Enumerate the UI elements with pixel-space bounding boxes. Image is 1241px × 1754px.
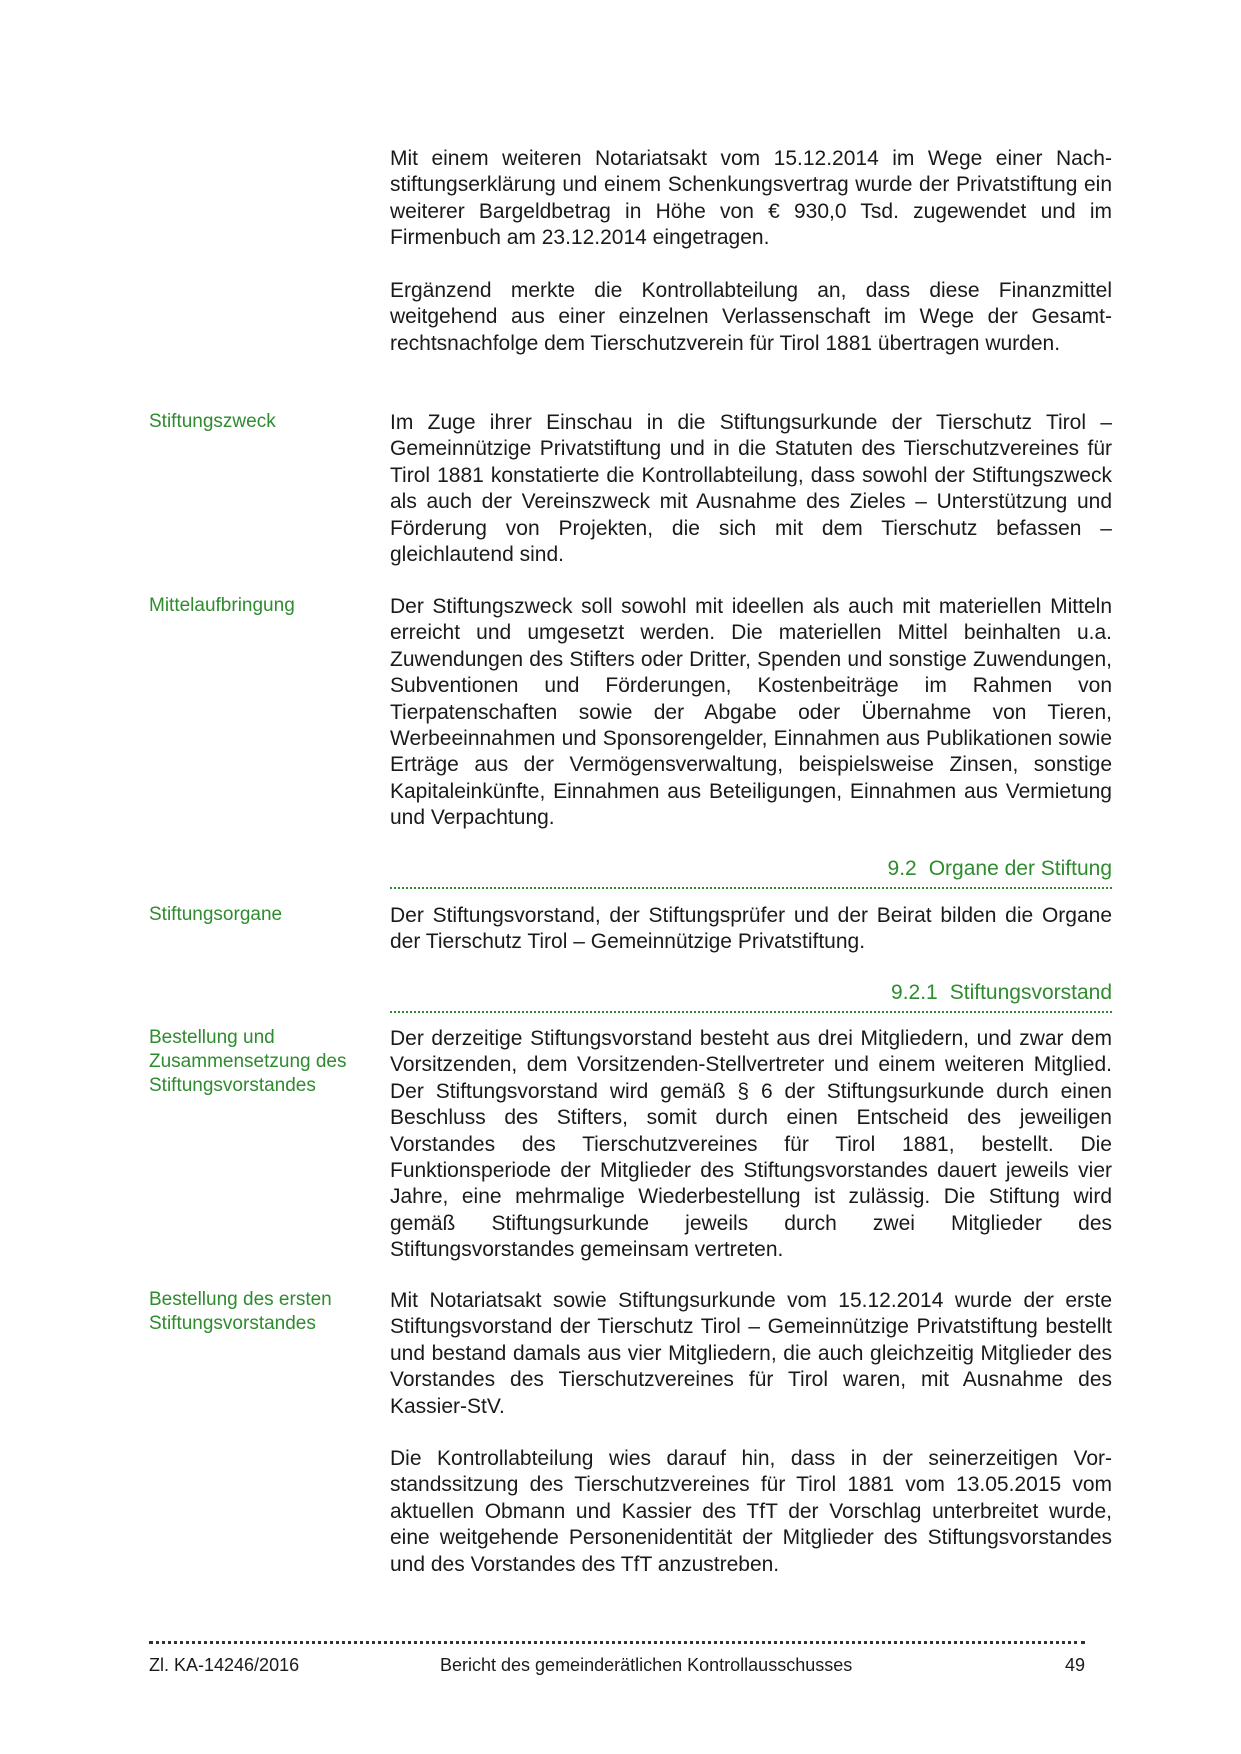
footer-divider bbox=[149, 1641, 1085, 1644]
margin-note-line: Stiftungsvorstandes bbox=[149, 1075, 316, 1096]
footer-page-number: 49 bbox=[1064, 1655, 1085, 1675]
section-heading-9-2 bbox=[390, 856, 1112, 889]
margin-note-stiftungsorgane: Stiftungsorgane bbox=[149, 904, 283, 925]
paragraph-personenidentitaet: Die Kontrollabteilung wies darauf hin, dass in der seinerzeitigen Vorstandssitzung des Tierschutzvereines für Tirol 1881 vom 13.05.2015 vom aktuellen Obmann und Kassier des TfT der Vorschlag unterbreitet wurde, eine weitgehende Personenidentität der Mitglieder des Stiftungsvorstandes und des Vorstandes des TfT anzustreben. bbox=[390, 1447, 1112, 1576]
paragraph-stiftungszweck: Im Zuge ihrer Einschau in die Stiftungsurkunde der Tierschutz Tirol – Gemeinnützige Privatstiftung und in die Statuten des Tierschutzvereines für Tirol 1881 konstatierte die Kontrollabteilung, dass sowohl der Stiftungszweck als auch der Vereinszweck mit Ausnahme des Zieles – Unterstützung und Förderung von Projekten, die sich mit dem Tierschutz befassen – gleichlautend sind. bbox=[390, 411, 1112, 567]
margin-note-stiftungszweck: Stiftungszweck bbox=[149, 411, 276, 432]
section-number: 9.2.1 bbox=[891, 981, 938, 1004]
margin-note-line: Stiftungsvorstandes bbox=[149, 1313, 316, 1334]
section-title: Stiftungsvorstand bbox=[949, 981, 1112, 1004]
paragraph-verlassenschaft: Ergänzend merkte die Kontrollabteilung an, dass diese Finanzmittel weitgehend aus einer einzelnen Verlassenschaft im Wege der Gesamtrechtsnachfolge dem Tierschutzverein für Tirol 1881 übertragen wurden. bbox=[390, 279, 1112, 355]
margin-note-line: Bestellung des ersten bbox=[149, 1289, 332, 1310]
paragraph-erster-vorstand: Mit Notariatsakt sowie Stiftungsurkunde vom 15.12.2014 wurde der erste Stiftungsvorstand der Tierschutz Tirol – Gemeinnützige Privatstiftung bestellt und bestand damals aus vier Mitgliedern, die auch gleichzeitig Mitglieder des Vorstandes des Tierschutzvereines für Tirol waren, mit Ausnahme des Kassier-StV. bbox=[390, 1289, 1112, 1418]
paragraph-mittelaufbringung: Der Stiftungszweck soll sowohl mit ideellen als auch mit materiellen Mitteln erreicht und umgesetzt werden. Die materiellen Mittel beinhalten u.a. Zuwendungen des Stifters oder Dritter, Spenden und sonstige Zuwendungen, Subventionen und Förderungen, Kostenbeiträge im Rahmen von Tierpatenschaften sowie der Abgabe oder Übernahme von Tieren, Werbeeinnahmen und Sponsorengelder, Einnahmen aus Publikationen sowie Erträge aus der Vermögensverwaltung, beispielsweise Zinsen, sonstige Kapitaleinkünfte, Einnahmen aus Beteiligungen, Einnahmen aus Vermietung und Verpachtung. bbox=[390, 595, 1112, 830]
margin-note-line: Zusammensetzung des bbox=[149, 1051, 347, 1072]
paragraph-stiftungsorgane: Der Stiftungsvorstand, der Stiftungsprüfer und der Beirat bilden die Organe der Tierschutz Tirol – Gemeinnützige Privatstiftung. bbox=[390, 904, 1112, 954]
section-number: 9.2 bbox=[887, 857, 917, 880]
margin-note-line: Bestellung und bbox=[149, 1027, 275, 1048]
footer-reference: Zl. KA-14246/2016 bbox=[149, 1655, 300, 1675]
section-title: Organe der Stiftung bbox=[928, 857, 1112, 880]
margin-note-bestellung bbox=[149, 1026, 379, 1098]
paragraph-nachstiftung: Mit einem weiteren Notariatsakt vom 15.12.2014 im Wege einer Nachstiftungserklärung und einem Schenkungsvertrag wurde der Privatstiftung ein weiterer Bargeldbetrag in Höhe von € 930,0 Tsd. zugewendet und im Firmenbuch am 23.12.2014 eingetragen. bbox=[390, 147, 1112, 250]
margin-note-erster-vorstand bbox=[149, 1288, 379, 1336]
footer-title: Bericht des gemeinderätlichen Kontrollausschusses bbox=[440, 1655, 853, 1675]
paragraph-zusammensetzung: Der derzeitige Stiftungsvorstand besteht aus drei Mitgliedern, und zwar dem Vorsitzenden, dem Vorsitzenden-Stellvertreter und einem weiteren Mitglied. Der Stiftungsvorstand wird gemäß § 6 der Stiftungsurkunde durch einen Beschluss des Stifters, somit durch einen Entscheid des jeweiligen Vorstandes des Tierschutzvereines für Tirol 1881, bestellt. Die Funktionsperiode der Mitglieder des Stiftungsvorstandes dauert jeweils vier Jahre, eine mehrmalige Wiederbestellung ist zulässig. Die Stiftung wird gemäß Stiftungsurkunde jeweils durch zwei Mitglieder des Stiftungsvorstandes gemeinsam vertreten. bbox=[390, 1027, 1112, 1262]
margin-note-mittelaufbringung: Mittelaufbringung bbox=[149, 595, 295, 616]
section-heading-9-2-1 bbox=[390, 980, 1112, 1013]
